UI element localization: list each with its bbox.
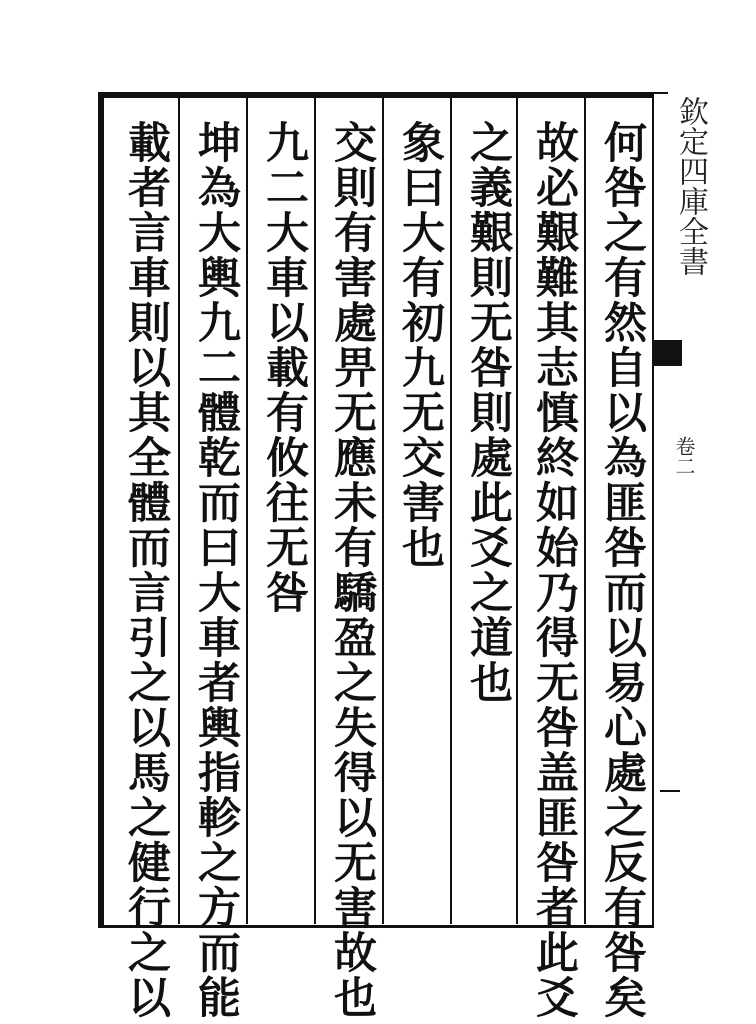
column-rule [314, 96, 316, 924]
text-column-5: 交則有害處畀无應未有驕盈之失得以无害故也 [327, 120, 377, 1020]
column-rule [516, 96, 518, 924]
column-rule [178, 96, 180, 924]
margin-book-title: 欽定四庫全書 [673, 96, 708, 276]
margin-tick [660, 790, 680, 792]
column-rule [382, 96, 384, 924]
margin-juan-number: 卷二 [672, 436, 696, 476]
column-rule [450, 96, 452, 924]
column-rule [246, 96, 248, 924]
text-column-7: 坤為大輿九二體乾而曰大車者輿指軫之方而能 [191, 120, 241, 1020]
text-column-2: 故必艱難其志慎終如始乃得无咎盖匪咎者此爻 [529, 120, 579, 1020]
text-column-1: 何咎之有然自以為匪咎而以易心處之反有咎矣 [597, 120, 647, 1020]
text-column-4: 象曰大有初九无交害也 [395, 120, 445, 570]
text-column-8: 載者言車則以其全體而言引之以馬之健行之以 [121, 120, 171, 1020]
fishtail-mark [652, 340, 682, 366]
text-column-3: 之義艱則无咎則處此爻之道也 [463, 120, 513, 705]
text-column-6: 九二大車以載有攸往无咎 [259, 120, 309, 615]
margin-strip [654, 92, 668, 930]
column-rule [584, 96, 586, 924]
